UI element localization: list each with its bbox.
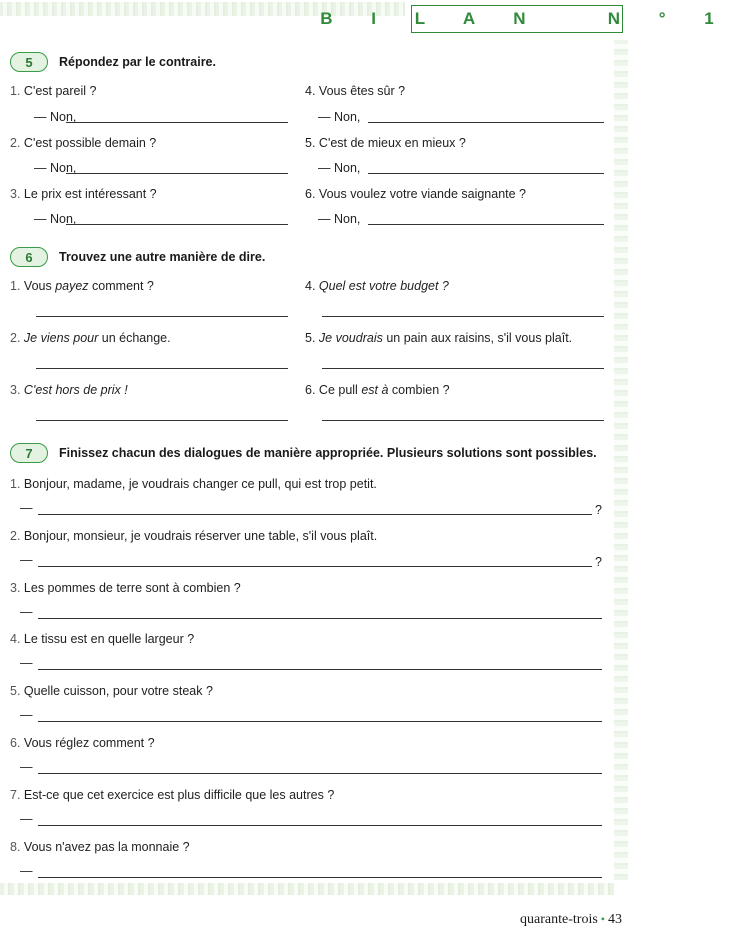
section-5-badge: 5 (10, 52, 48, 72)
s5-item-2-question: 2. C'est possible demain ? (10, 136, 157, 150)
section-5-header (10, 52, 216, 72)
s6-item-5-question: 5. Je voudrais un pain aux raisins, s'il vous plaît. (305, 331, 573, 345)
s7-item-1-answer-line[interactable] (38, 514, 592, 515)
s7-item-3-question: 3. Les pommes de terre sont à combien ? (10, 581, 241, 595)
bilan-header-box (320, 5, 731, 33)
s5-item-3-answer-label: — Non, (34, 212, 77, 226)
page-footer (520, 912, 622, 928)
s7-item-8-answer-line[interactable] (38, 877, 602, 878)
s7-item-4-question: 4. Le tissu est en quelle largeur ? (10, 632, 195, 646)
s7-item-2-dash: — (20, 553, 33, 567)
section-5-title: Répondez par le contraire. (59, 55, 216, 69)
s5-item-3-question: 3. Le prix est intéressant ? (10, 187, 157, 201)
s6-item-1-answer-line[interactable] (36, 316, 288, 317)
s5-item-5-answer-label: — Non, (318, 161, 361, 175)
s7-item-3-dash: — (20, 605, 33, 619)
s6-item-1-question: 1. Vous payez comment ? (10, 279, 154, 293)
s5-item-1-answer-label: — Non, (34, 110, 77, 124)
s7-item-6-dash: — (20, 760, 33, 774)
section-7-title: Finissez chacun des dialogues de manière appropriée. Plusieurs solutions sont possibles. (59, 446, 597, 460)
s7-item-7-answer-line[interactable] (38, 825, 602, 826)
s7-item-1-question: 1. Bonjour, madame, je voudrais changer ce pull, qui est trop petit. (10, 477, 377, 491)
s5-item-3-answer-line[interactable] (66, 224, 288, 225)
s7-item-5-question: 5. Quelle cuisson, pour votre steak ? (10, 684, 213, 698)
section-6-badge: 6 (10, 247, 48, 267)
s6-item-2-answer-line[interactable] (36, 368, 288, 369)
s5-item-2-answer-line[interactable] (66, 173, 288, 174)
s5-item-5-answer-line[interactable] (368, 173, 604, 174)
s5-item-4-answer-label: — Non, (318, 110, 361, 124)
page-number: 43 (608, 912, 622, 927)
s6-item-6-question: 6. Ce pull est à combien ? (305, 383, 450, 397)
s7-item-6-question: 6. Vous réglez comment ? (10, 736, 155, 750)
s7-item-4-answer-line[interactable] (38, 669, 602, 670)
s6-item-4-answer-line[interactable] (322, 316, 604, 317)
s7-item-1-question-mark: ? (595, 503, 602, 517)
s6-item-6-answer-line[interactable] (322, 420, 604, 421)
s5-item-6-answer-line[interactable] (368, 224, 604, 225)
s7-item-7-dash: — (20, 812, 33, 826)
page-word: quarante-trois (520, 912, 598, 927)
section-7-header (10, 443, 597, 463)
section-7-badge: 7 (10, 443, 48, 463)
bilan-title: B I L A N N ° 1 (320, 9, 731, 28)
s5-item-5-question: 5. C'est de mieux en mieux ? (305, 136, 466, 150)
s7-item-4-dash: — (20, 656, 33, 670)
decorative-band-right (614, 40, 628, 880)
s5-item-4-answer-line[interactable] (368, 122, 604, 123)
s7-item-2-question: 2. Bonjour, monsieur, je voudrais réserver une table, s'il vous plaît. (10, 529, 378, 543)
s7-item-7-question: 7. Est-ce que cet exercice est plus difficile que les autres ? (10, 788, 335, 802)
s5-item-1-answer-line[interactable] (66, 122, 288, 123)
s5-item-1-question: 1. C'est pareil ? (10, 84, 97, 98)
footer-separator: • (600, 912, 605, 926)
s7-item-6-answer-line[interactable] (38, 773, 602, 774)
s6-item-2-question: 2. Je viens pour un échange. (10, 331, 171, 345)
s7-item-5-dash: — (20, 708, 33, 722)
s5-item-6-question: 6. Vous voulez votre viande saignante ? (305, 187, 527, 201)
s7-item-1-dash: — (20, 501, 33, 515)
section-6-title: Trouvez une autre manière de dire. (59, 250, 266, 264)
s6-item-3-question: 3. C'est hors de prix ! (10, 383, 128, 397)
s6-item-5-answer-line[interactable] (322, 368, 604, 369)
s7-item-2-answer-line[interactable] (38, 566, 592, 567)
s6-item-4-question: 4. Quel est votre budget ? (305, 279, 449, 293)
decorative-band-bottom (0, 883, 614, 895)
s5-item-6-answer-label: — Non, (318, 212, 361, 226)
s5-item-2-answer-label: — Non, (34, 161, 77, 175)
s7-item-8-dash: — (20, 864, 33, 878)
s7-item-2-question-mark: ? (595, 555, 602, 569)
s7-item-8-question: 8. Vous n'avez pas la monnaie ? (10, 840, 190, 854)
s7-item-3-answer-line[interactable] (38, 618, 602, 619)
section-6-header (10, 247, 265, 267)
s6-item-3-answer-line[interactable] (36, 420, 288, 421)
s5-item-4-question: 4. Vous êtes sûr ? (305, 84, 406, 98)
s7-item-5-answer-line[interactable] (38, 721, 602, 722)
